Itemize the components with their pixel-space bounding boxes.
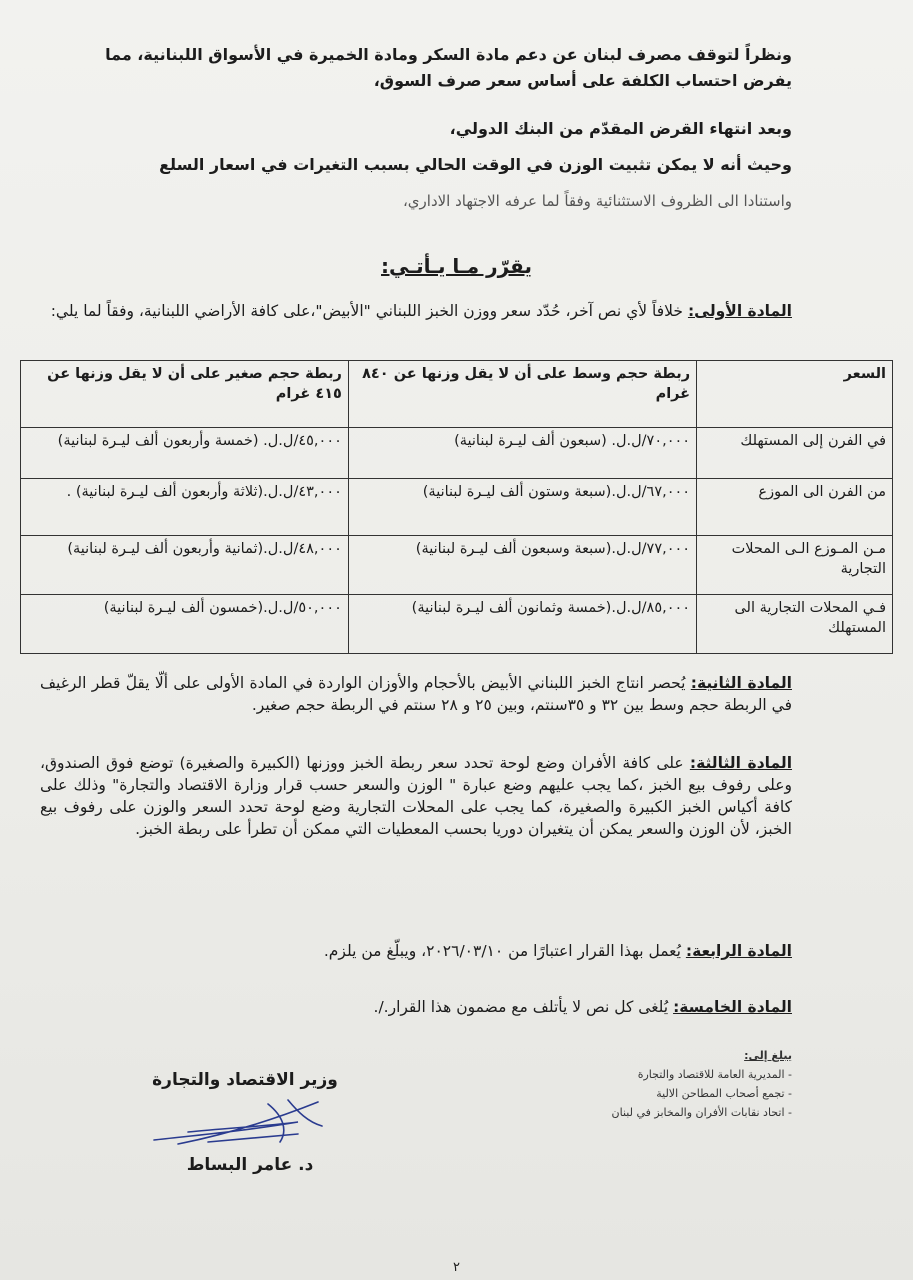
article-4-label: المادة الرابعة: [685, 942, 792, 960]
table-cell: ٤٨,٠٠٠/ل.ل.(ثمانية وأربعون ألف ليـرة لبنانية) [21, 536, 349, 595]
preamble-paragraph-1: ونظراً لتوقف مصرف لبنان عن دعم مادة السكر ومادة الخميرة في الأسواق اللبنانية، مما يفرض احتساب الكلفة على أساس سعر صرف السوق، [105, 45, 792, 90]
table-row [21, 595, 893, 654]
table-header-cell: السعر [697, 361, 893, 428]
article-4-text: يُعمل بهذا القرار اعتبارًا من ٢٠٢٦/٠٣/١٠، ويبلّغ من يلزم. [323, 942, 681, 960]
article-4 [40, 940, 792, 962]
table-cell: ٤٥,٠٠٠/ل.ل. (خمسة وأربعون ألف ليـرة لبنانية) [21, 428, 349, 479]
table-row [21, 536, 893, 595]
article-1 [40, 300, 792, 322]
table-row [21, 428, 893, 479]
page-number: ٢ [453, 1260, 460, 1275]
list-item: - اتحاد نقابات الأفران والمخابز في لبنان [520, 1103, 792, 1122]
table-cell: ٤٣,٠٠٠/ل.ل.(ثلاثة وأربعون ألف ليـرة لبنانية) . [21, 479, 349, 536]
article-2-label: المادة الثانية: [690, 674, 792, 692]
preamble-paragraph-3: وحيث أنه لا يمكن تثبيت الوزن في الوقت الحالي بسبب التغيرات في اسعار السلع [159, 155, 792, 174]
preamble-paragraph-2: وبعد انتهاء القرض المقدّم من البنك الدولي، [449, 119, 792, 138]
article-3-text: على كافة الأفران وضع لوحة تحدد سعر ربطة الخبز ووزنها (الكبيرة والصغيرة) توضع فوق الصندوق، وعلى رفوف بيع الخبز ،كما يجب عليهم وضع عبارة " الوزن والسعر حسب قرار وزارة الاقتصاد والتجارة" وذلك على كافة أكياس الخبز الكبيرة والصغيرة، كما يجب على المحلات التجارية وضع لوحة تحدد السعر والوزن على رفوف بيع الخبز، لأن الوزن والسعر يمكن أن يتغيران دوريا بحسب المعطيات التي ممكن أن تطرأ على ربطة الخبز. [40, 754, 792, 838]
table-cell: ٧٧,٠٠٠/ل.ل.(سبعة وسبعون ألف ليـرة لبنانية) [348, 536, 696, 595]
list-item: - المديرية العامة للاقتصاد والتجارة [520, 1065, 792, 1084]
table-header-row [21, 361, 893, 428]
handwritten-signature-icon [148, 1092, 328, 1152]
price-table [20, 360, 893, 654]
article-3-label: المادة الثالثة: [689, 754, 793, 772]
article-2-text: يُحصر انتاج الخبز اللبناني الأبيض بالأحجام والأوزان الواردة في المادة الأولى على ألّا يقلّ قطر الرغيف في الربطة حجم وسط بين ٣٢ و ٣٥سنتم، وبين ٢٥ و ٢٨ سنتم في الربطة حجم صغير. [40, 674, 792, 714]
signatory-title: وزير الاقتصاد والتجارة [152, 1070, 338, 1090]
list-item: - تجمع أصحاب المطاحن الالية [520, 1084, 792, 1103]
table-header-cell: ربطة حجم صغير على أن لا يقل وزنها عن ٤١٥ غرام [21, 361, 349, 428]
article-1-label: المادة الأولى: [687, 302, 792, 320]
article-1-text: خلافاً لأي نص آخر، حُدّد سعر ووزن الخبز اللبناني "الأبيض"،على كافة الأراضي اللبنانية، وفقاً لما يلي: [50, 302, 684, 320]
decision-heading: يقرّر مـا يـأتـي: [381, 254, 532, 278]
table-header-cell: ربطة حجم وسط على أن لا يقل وزنها عن ٨٤٠ غرام [348, 361, 696, 428]
table-cell: فـي المحلات التجارية الى المستهلك [697, 595, 893, 654]
table-cell: ٨٥,٠٠٠/ل.ل.(خمسة وثمانون ألف ليـرة لبنانية) [348, 595, 696, 654]
table-cell: ٧٠,٠٠٠/ل.ل. (سبعون ألف ليـرة لبنانية) [348, 428, 696, 479]
article-3 [40, 752, 792, 840]
preamble-paragraph-4: واستنادا الى الظروف الاستثنائية وفقاً لما عرفه الاجتهاد الاداري، [402, 192, 792, 210]
table-row [21, 479, 893, 536]
distribution-title: يبلغ إلى: [744, 1049, 792, 1062]
table-cell: ٥٠,٠٠٠/ل.ل.(خمسون ألف ليـرة لبنانية) [21, 595, 349, 654]
article-5 [40, 996, 792, 1018]
article-2 [40, 672, 792, 716]
table-cell: ٦٧,٠٠٠/ل.ل.(سبعة وستون ألف ليـرة لبنانية) [348, 479, 696, 536]
table-cell: في الفرن إلى المستهلك [697, 428, 893, 479]
article-5-text: يُلغى كل نص لا يأتلف مع مضمون هذا القرار./. [373, 998, 669, 1016]
signatory-name: د. عامر البساط [186, 1155, 314, 1175]
table-cell: من الفرن الى الموزع [697, 479, 893, 536]
distribution-list [520, 1046, 792, 1122]
article-5-label: المادة الخامسة: [673, 998, 792, 1016]
table-cell: مـن المـوزع الـى المحلات التجارية [697, 536, 893, 595]
